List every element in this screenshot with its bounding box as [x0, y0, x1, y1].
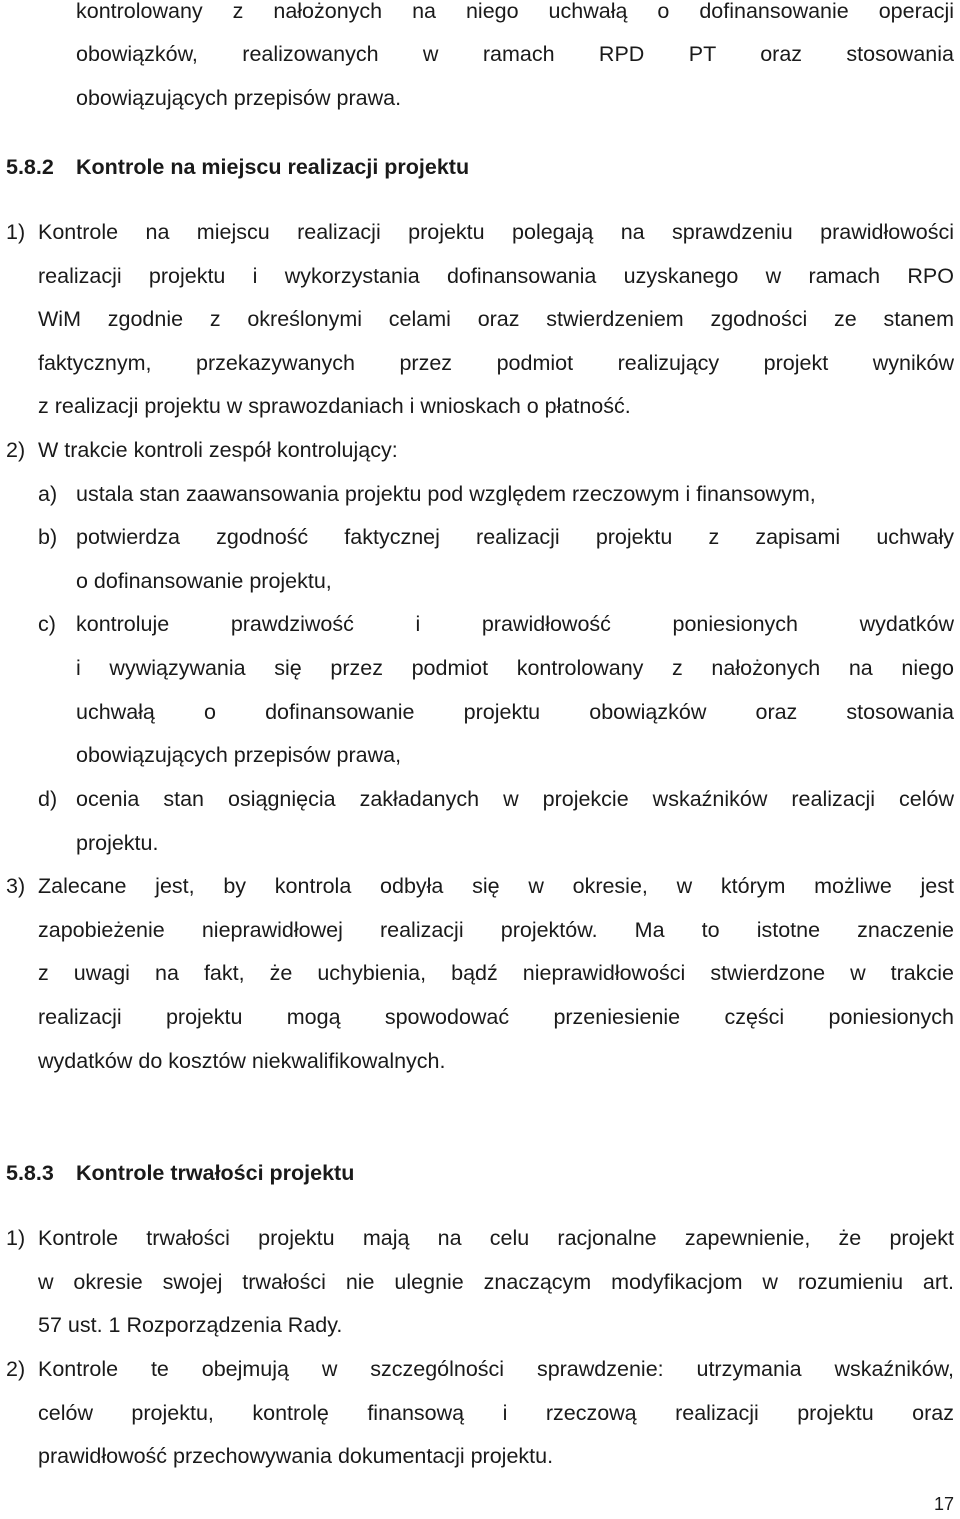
- sub-list-marker: c): [38, 612, 56, 636]
- sub-list-marker: a): [38, 482, 58, 506]
- text-line: kontroluje prawdziwość i prawidłowość poniesionych wydatków: [76, 612, 954, 636]
- text-line: i wywiązywania się przez podmiot kontrolowany z nałożonych na niego: [76, 656, 954, 680]
- list-marker: 1): [6, 1226, 26, 1250]
- sub-list-marker: b): [38, 525, 58, 549]
- text-line: Kontrole na miejscu realizacji projektu polegają na sprawdzeniu prawidłowości: [38, 220, 954, 244]
- text-line: celów projektu, kontrolę finansową i rzeczową realizacji projektu oraz: [38, 1401, 954, 1425]
- text-line: z uwagi na fakt, że uchybienia, bądź nieprawidłowości stwierdzone w trakcie: [38, 961, 954, 985]
- text-line: faktycznym, przekazywanych przez podmiot realizujący projekt wyników: [38, 351, 954, 375]
- text-line: prawidłowość przechowywania dokumentacji projektu.: [38, 1444, 554, 1468]
- text-line: w okresie swojej trwałości nie ulegnie znaczącym modyfikacjom w rozumieniu art.: [38, 1270, 954, 1294]
- list-marker: 2): [6, 438, 26, 462]
- text-line: Kontrole trwałości projektu mają na celu racjonalne zapewnienie, że projekt: [38, 1226, 954, 1250]
- text-line: uchwałą o dofinansowanie projektu obowiązków oraz stosowania: [76, 700, 954, 724]
- text-line: projektu.: [76, 831, 159, 855]
- text-line: 57 ust. 1 Rozporządzenia Rady.: [38, 1313, 343, 1337]
- text-line: zapobieżenie nieprawidłowej realizacji projektów. Ma to istotne znaczenie: [38, 918, 954, 942]
- text-line: ustala stan zaawansowania projektu pod względem rzeczowym i finansowym,: [76, 482, 816, 506]
- list-marker: 1): [6, 220, 26, 244]
- list-marker: 3): [6, 874, 26, 898]
- text-line: wydatków do kosztów niekwalifikowalnych.: [38, 1049, 446, 1073]
- text-line: o dofinansowanie projektu,: [76, 569, 332, 593]
- section-title: Kontrole na miejscu realizacji projektu: [76, 155, 470, 179]
- text-line: realizacji projektu i wykorzystania dofinansowania uzyskanego w ramach RPO: [38, 264, 954, 288]
- text-line: Kontrole te obejmują w szczególności sprawdzenie: utrzymania wskaźników,: [38, 1357, 954, 1381]
- text-line: obowiązujących przepisów prawa.: [76, 86, 402, 110]
- text-line: Zalecane jest, by kontrola odbyła się w okresie, w którym możliwe jest: [38, 874, 954, 898]
- section-number: 5.8.2: [6, 155, 54, 179]
- text-line: potwierdza zgodność faktycznej realizacji projektu z zapisami uchwały: [76, 525, 954, 549]
- text-line: obowiązków, realizowanych w ramach RPD PT oraz stosowania: [76, 42, 954, 66]
- text-line: obowiązujących przepisów prawa,: [76, 743, 402, 767]
- text-line: WiM zgodnie z określonymi celami oraz stwierdzeniem zgodności ze stanem: [38, 307, 954, 331]
- section-number: 5.8.3: [6, 1161, 54, 1185]
- text-line: kontrolowany z nałożonych na niego uchwałą o dofinansowanie operacji: [76, 0, 954, 23]
- list-marker: 2): [6, 1357, 26, 1381]
- page-number: 17: [933, 1494, 954, 1514]
- text-line: ocenia stan osiągnięcia zakładanych w projekcie wskaźników realizacji celów: [76, 787, 954, 811]
- text-line: z realizacji projektu w sprawozdaniach i wnioskach o płatność.: [38, 394, 631, 418]
- section-title: Kontrole trwałości projektu: [76, 1161, 355, 1185]
- sub-list-marker: d): [38, 787, 58, 811]
- text-line: W trakcie kontroli zespół kontrolujący:: [38, 438, 398, 462]
- text-line: realizacji projektu mogą spowodować przeniesienie części poniesionych: [38, 1005, 954, 1029]
